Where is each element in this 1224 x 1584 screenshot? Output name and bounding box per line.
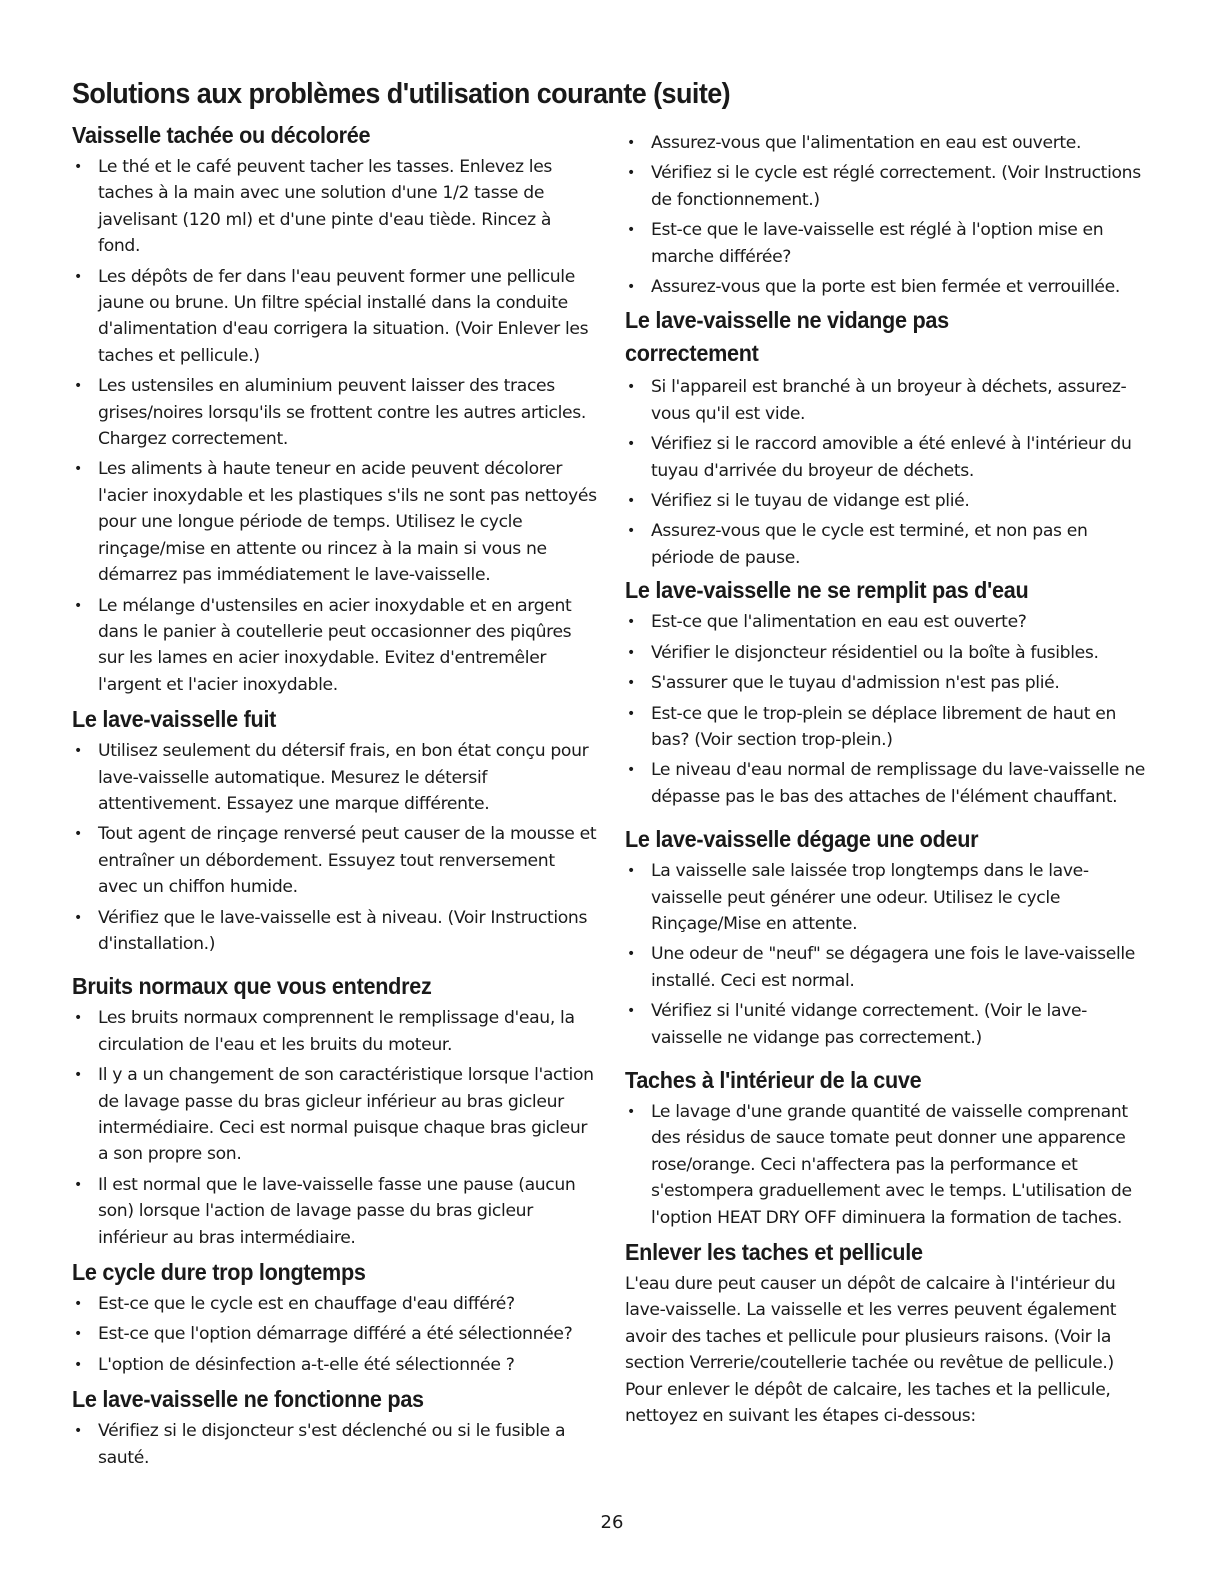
list-item bbox=[625, 160, 1150, 213]
list-item bbox=[625, 941, 1150, 994]
bullet-icon: • bbox=[627, 222, 635, 239]
bullet-icon: • bbox=[627, 523, 635, 540]
section-tub-stains bbox=[625, 1065, 1150, 1231]
list-item bbox=[72, 1352, 597, 1378]
section-leaks bbox=[72, 704, 597, 957]
bullet-list bbox=[72, 738, 597, 957]
bullet-icon: • bbox=[627, 436, 635, 453]
section-not-working-continued bbox=[625, 130, 1150, 300]
list-item bbox=[72, 593, 597, 699]
list-item bbox=[72, 1418, 597, 1471]
bullet-icon: • bbox=[74, 1010, 82, 1027]
list-item-text: Les dépôts de fer dans l'eau peuvent former une pellicule jaune ou brune. Un filtre spécial installé dans la conduite d'alimentation d'eau corrigera la situation. (Voir Enlever les taches et pellicule.) bbox=[98, 266, 589, 366]
bullet-icon: • bbox=[74, 826, 82, 843]
bullet-icon: • bbox=[74, 597, 82, 614]
bullet-list bbox=[625, 609, 1150, 810]
list-item-text: S'assurer que le tuyau d'admission n'est pas plié. bbox=[651, 673, 1060, 694]
right-column bbox=[625, 120, 1150, 1429]
section-heading: Le lave-vaisselle dégage une odeur bbox=[625, 826, 979, 853]
bullet-icon: • bbox=[74, 1423, 82, 1440]
section-heading: Vaisselle tachée ou décolorée bbox=[72, 122, 371, 148]
list-item-text: Est-ce que le trop-plein se déplace librement de haut en bas? (Voir section trop-plein.) bbox=[651, 703, 1116, 750]
list-item-text: Les aliments à haute teneur en acide peuvent décolorer l'acier inoxydable et les plastiques s'ils ne sont pas nettoyés pour une longue période de temps. Utilisez le cycle rinçage/mise en attente ou rincez à la main si vous ne démarrez pas immédiatement le lave-vaisselle. bbox=[98, 459, 597, 586]
list-item bbox=[625, 670, 1150, 696]
list-item-text: Est-ce que l'alimentation en eau est ouverte? bbox=[651, 612, 1027, 633]
list-item-text: Le mélange d'ustensiles en acier inoxydable et en argent dans le panier à coutellerie peut occasionner des piqûres sur les lames en acier inoxydable. Evitez d'entremêler l'argent et l'acier inoxydable. bbox=[98, 595, 572, 695]
section-normal-noises bbox=[72, 971, 597, 1251]
list-item bbox=[625, 1099, 1150, 1231]
bullet-icon: • bbox=[627, 644, 635, 661]
bullet-list bbox=[625, 858, 1150, 1051]
list-item-text: Est-ce que l'option démarrage différé a été sélectionnée? bbox=[98, 1324, 573, 1345]
bullet-list bbox=[625, 374, 1150, 571]
list-item-text: Est-ce que le cycle est en chauffage d'eau différé? bbox=[98, 1294, 515, 1315]
section-not-working bbox=[72, 1384, 597, 1471]
section-heading: Le lave-vaisselle ne vidange pas correctement bbox=[625, 307, 949, 367]
list-item-text: Vérifiez si le cycle est réglé correctement. (Voir Instructions de fonctionnement.) bbox=[651, 163, 1141, 210]
list-item-text: Le niveau d'eau normal de remplissage du lave-vaisselle ne dépasse pas le bas des attaches de l'élément chauffant. bbox=[651, 760, 1145, 807]
bullet-icon: • bbox=[74, 1296, 82, 1313]
list-item-text: Vérifiez si le raccord amovible a été enlevé à l'intérieur du tuyau d'arrivée du broyeur de déchets. bbox=[651, 434, 1132, 481]
left-column bbox=[72, 120, 597, 1475]
bullet-icon: • bbox=[627, 675, 635, 692]
bullet-icon: • bbox=[627, 135, 635, 151]
bullet-icon: • bbox=[74, 378, 82, 395]
bullet-list bbox=[72, 1291, 597, 1378]
list-item bbox=[72, 1062, 597, 1168]
list-item-text: Les ustensiles en aluminium peuvent laisser des traces grises/noires lorsqu'ils se frottent contre les autres articles. Chargez correctement. bbox=[98, 376, 586, 450]
list-item bbox=[625, 640, 1150, 666]
list-item bbox=[72, 1321, 597, 1347]
list-item bbox=[625, 998, 1150, 1051]
section-heading: Le lave-vaisselle ne fonctionne pas bbox=[72, 1386, 424, 1413]
bullet-icon: • bbox=[627, 493, 635, 510]
bullet-icon: • bbox=[74, 159, 82, 175]
list-item-text: Vérifiez que le lave-vaisselle est à niveau. (Voir Instructions d'installation.) bbox=[98, 907, 588, 954]
section-heading: Enlever les taches et pellicule bbox=[625, 1239, 923, 1265]
list-item bbox=[625, 858, 1150, 937]
list-item bbox=[625, 757, 1150, 810]
section-remove-stains bbox=[625, 1237, 1150, 1429]
list-item-text: Est-ce que le lave-vaisselle est réglé à l'option mise en marche différée? bbox=[651, 220, 1104, 267]
bullet-icon: • bbox=[627, 165, 635, 182]
bullet-icon: • bbox=[74, 1356, 82, 1373]
bullet-list bbox=[625, 130, 1150, 300]
bullet-list bbox=[625, 1099, 1150, 1231]
bullet-icon: • bbox=[627, 614, 635, 631]
list-item bbox=[625, 431, 1150, 484]
list-item bbox=[72, 905, 597, 958]
section-heading: Le lave-vaisselle fuit bbox=[72, 706, 277, 733]
bullet-list bbox=[72, 1005, 597, 1251]
bullet-icon: • bbox=[74, 268, 82, 285]
list-item bbox=[72, 821, 597, 900]
bullet-icon: • bbox=[74, 1067, 82, 1084]
list-item-text: Assurez-vous que la porte est bien fermée et verrouillée. bbox=[651, 277, 1120, 298]
list-item bbox=[72, 1005, 597, 1058]
bullet-icon: • bbox=[74, 1176, 82, 1193]
list-item bbox=[72, 264, 597, 370]
bullet-icon: • bbox=[627, 1103, 635, 1120]
section-heading: Bruits normaux que vous entendrez bbox=[72, 973, 432, 1000]
list-item bbox=[625, 609, 1150, 635]
section-not-draining bbox=[625, 304, 1150, 571]
list-item-text: Assurez-vous que l'alimentation en eau est ouverte. bbox=[651, 133, 1082, 153]
bullet-icon: • bbox=[627, 705, 635, 722]
list-item-text: Utilisez seulement du détersif frais, en bon état conçu pour lave-vaisselle automatique. Mesurez le détersif attentivement. Essayez une marque différente. bbox=[98, 741, 589, 814]
list-item bbox=[72, 154, 597, 260]
list-item bbox=[72, 1172, 597, 1251]
list-item-text: Le lavage d'une grande quantité de vaisselle comprenant des résidus de sauce tomate peut donner une apparence rose/orange. Ceci n'affectera pas la performance et s'estompera graduellement avec le temps. L'utilisation de l'option HEAT DRY OFF diminuera la formation de taches. bbox=[651, 1101, 1132, 1228]
bullet-icon: • bbox=[627, 946, 635, 963]
list-item bbox=[72, 456, 597, 588]
list-item-text: Tout agent de rinçage renversé peut causer de la mousse et entraîner un débordement. Essuyez tout renversement avec un chiffon humide. bbox=[98, 824, 597, 898]
list-item-text: Vérifier le disjoncteur résidentiel ou la boîte à fusibles. bbox=[651, 642, 1099, 663]
section-long-cycle bbox=[72, 1257, 597, 1378]
page-number: 26 bbox=[600, 1512, 624, 1533]
bullet-icon: • bbox=[74, 743, 82, 760]
bullet-icon: • bbox=[627, 762, 635, 779]
list-item-text: L'option de désinfection a-t-elle été sélectionnée ? bbox=[98, 1354, 515, 1375]
list-item-text: Vérifiez si le disjoncteur s'est déclenché ou si le fusible a sauté. bbox=[98, 1421, 566, 1468]
list-item bbox=[625, 130, 1150, 156]
section-heading: Le lave-vaisselle ne se remplit pas d'eau bbox=[625, 577, 1029, 604]
list-item-text: Une odeur de "neuf" se dégagera une fois le lave-vaisselle installé. Ceci est normal. bbox=[651, 944, 1136, 991]
list-item bbox=[625, 374, 1150, 427]
section-stained-dishes bbox=[72, 120, 597, 698]
bullet-icon: • bbox=[74, 461, 82, 478]
paragraph: L'eau dure peut causer un dépôt de calcaire à l'intérieur du lave-vaisselle. La vaisselle et les verres peuvent également avoir des taches et pellicule pour plusieurs raisons. (Voir la section Verrerie/coutellerie tachée ou revêtue de pellicule.) Pour enlever le dépôt de calcaire, les taches et la pellicule, nettoyez en suivant les étapes ci-dessous: bbox=[625, 1274, 1117, 1427]
list-item bbox=[625, 217, 1150, 270]
list-item-text: Vérifiez si l'unité vidange correctement. (Voir le lave-vaisselle ne vidange pas correctement.) bbox=[651, 1001, 1088, 1048]
list-item-text: La vaisselle sale laissée trop longtemps dans le lave-vaisselle peut générer une odeur. Utilisez le cycle Rinçage/Mise en attente. bbox=[651, 861, 1089, 934]
section-not-filling bbox=[625, 575, 1150, 810]
bullet-icon: • bbox=[627, 379, 635, 396]
list-item bbox=[72, 738, 597, 817]
list-item-text: Il est normal que le lave-vaisselle fasse une pause (aucun son) lorsque l'action de lavage passe du bras gicleur inférieur au bras intermédiaire. bbox=[98, 1174, 576, 1248]
list-item bbox=[625, 701, 1150, 754]
bullet-icon: • bbox=[627, 279, 635, 296]
list-item bbox=[625, 274, 1150, 300]
section-odor bbox=[625, 824, 1150, 1051]
list-item-text: Si l'appareil est branché à un broyeur à déchets, assurez-vous qu'il est vide. bbox=[651, 377, 1127, 424]
list-item-text: Il y a un changement de son caractéristique lorsque l'action de lavage passe du bras gicleur inférieur au bras gicleur intermédiaire. Ceci est normal puisque chaque bras gicleur a son propre son. bbox=[98, 1065, 594, 1165]
bullet-icon: • bbox=[74, 1326, 82, 1343]
section-heading: Le cycle dure trop longtemps bbox=[72, 1259, 366, 1286]
list-item bbox=[625, 518, 1150, 571]
bullet-icon: • bbox=[627, 863, 635, 880]
list-item bbox=[72, 1291, 597, 1317]
bullet-icon: • bbox=[74, 909, 82, 926]
page-title: Solutions aux problèmes d'utilisation courante (suite) bbox=[72, 78, 731, 110]
list-item bbox=[625, 488, 1150, 514]
bullet-icon: • bbox=[627, 1003, 635, 1020]
list-item-text: Les bruits normaux comprennent le remplissage d'eau, la circulation de l'eau et les bruits du moteur. bbox=[98, 1008, 575, 1055]
bullet-list bbox=[72, 1418, 597, 1471]
list-item-text: Assurez-vous que le cycle est terminé, et non pas en période de pause. bbox=[651, 521, 1088, 568]
section-heading: Taches à l'intérieur de la cuve bbox=[625, 1066, 922, 1093]
list-item bbox=[72, 373, 597, 452]
list-item-text: Vérifiez si le tuyau de vidange est plié. bbox=[651, 491, 970, 512]
list-item-text: Le thé et le café peuvent tacher les tasses. Enlevez les taches à la main avec une solution d'une 1/2 tasse de javelisant (120 ml) et d'une pinte d'eau tiède. Rincez à fond. bbox=[98, 157, 553, 257]
bullet-list bbox=[72, 154, 597, 698]
